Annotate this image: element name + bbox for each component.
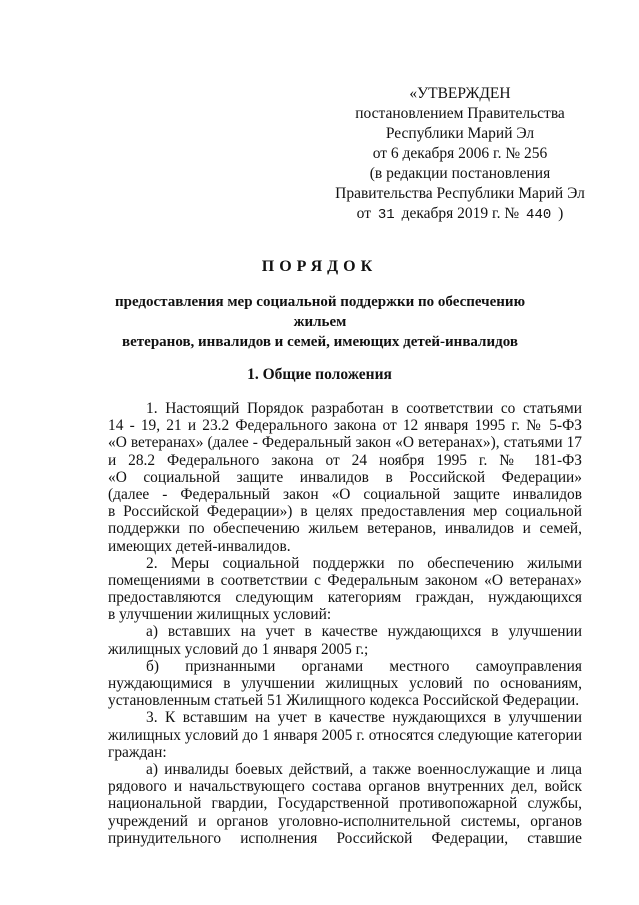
subtitle-line: ветеранов, инвалидов и семей, имеющих детей-инвалидов [122, 334, 518, 350]
approval-mid: декабря 2019 г. № [401, 205, 520, 222]
approval-line: Республики Марий Эл [385, 125, 535, 142]
body-line: нуждающимися в улучшении жилищных условий по основаниям, [108, 675, 582, 692]
approval-line: Правительства Республики Марий Эл [335, 185, 585, 202]
body-line: а) вставших на учет в качестве нуждающихся в улучшении [146, 623, 582, 641]
body-line: и 28.2 Федерального закона от 24 ноября 1995 г. № 181-ФЗ [108, 451, 582, 469]
body-line: «О социальной защите инвалидов в Российской Федерации» [108, 468, 582, 486]
body-line: б) признанными органами местного самоуправления [146, 657, 582, 675]
body-line: учреждений и органов уголовно-исполнительной системы, органов [108, 812, 582, 830]
document-subtitle [100, 292, 540, 352]
body-line: в Российской Федерации») в целях предоставления мер социальной [108, 503, 582, 521]
body-line: «О ветеранах» (далее - Федеральный закон «О ветеранах»), статьями 17 [108, 434, 582, 452]
body-line: 3. К вставшим на учет в качестве нуждающихся в улучшении [146, 709, 582, 727]
body-text [108, 400, 582, 847]
body-line: поддержки по обеспечению жильем ветеранов, инвалидов и семей, [108, 520, 582, 538]
body-line: граждан: [108, 743, 167, 761]
approval-block [300, 84, 620, 225]
approval-line: от 6 декабря 2006 г. № 256 [372, 145, 548, 162]
section-heading: 1. Общие положения [247, 366, 392, 383]
body-line: помещениями в соответствии с Федеральным законом «О ветеранах» [108, 571, 582, 589]
body-line: предоставляются следующим категориям граждан, нуждающихся [108, 589, 582, 607]
approval-suffix: ) [558, 205, 564, 222]
body-line: 2. Меры социальной поддержки по обеспечению жилыми [146, 554, 582, 572]
document-title: ПОРЯДОК [261, 258, 378, 275]
approval-day: 31 [377, 207, 395, 223]
body-line: имеющих детей-инвалидов. [108, 537, 291, 555]
body-line: 14 - 19, 21 и 23.2 Федерального закона от 12 января 1995 г. № 5-ФЗ [108, 417, 582, 435]
body-line: жилищных условий до 1 января 2005 г.; [108, 640, 369, 658]
body-line: рядового и начальствующего состава органов внутренних дел, войск [108, 778, 582, 796]
approval-prefix: от [356, 205, 371, 222]
subtitle-line: предоставления мер социальной поддержки по обеспечению жильем [114, 294, 526, 330]
body-line: установленным статьей 51 Жилищного кодекса Российской Федерации. [108, 692, 580, 710]
approval-line-date [300, 204, 620, 225]
approval-line: постановлением Правительства [355, 105, 565, 122]
approval-line: «УТВЕРЖДЕН [409, 85, 511, 102]
body-line: национальной гвардии, Государственной противопожарной службы, [108, 795, 582, 813]
body-line: в улучшении жилищных условий: [108, 606, 332, 624]
body-line: принудительного исполнения Российской Федерации, ставшие [108, 829, 582, 847]
approval-line: (в редакции постановления [369, 165, 551, 182]
body-line: жилищных условий до 1 января 2005 г. относятся следующие категории [108, 726, 582, 744]
body-line: 1. Настоящий Порядок разработан в соответствии со статьями [146, 400, 582, 417]
body-line: а) инвалиды боевых действий, а также военнослужащие и лица [146, 760, 582, 778]
body-line: (далее - Федеральный закон «О социальной защите инвалидов [108, 485, 582, 503]
approval-number: 440 [526, 207, 552, 223]
